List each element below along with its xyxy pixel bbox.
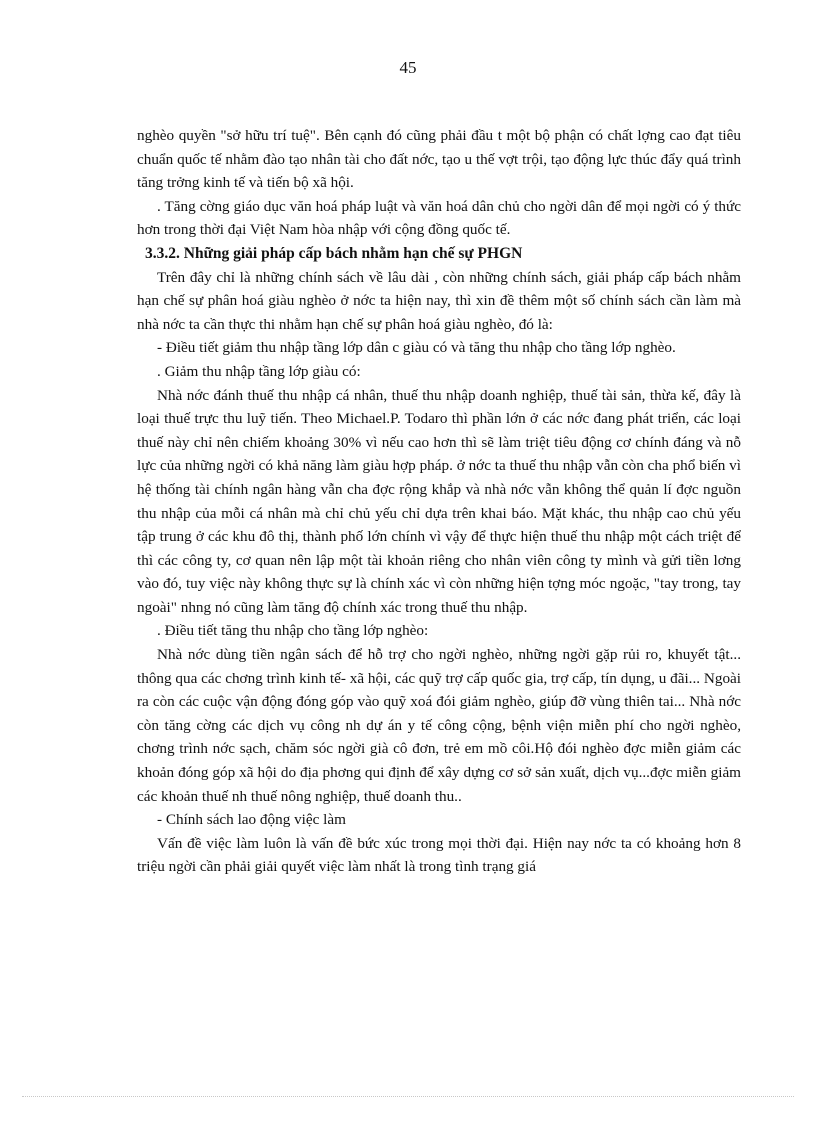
section-heading: 3.3.2. Những giải pháp cấp bách nhằm hạn chế sự PHGN <box>145 244 523 262</box>
paragraph: . Tăng cờng giáo dục văn hoá pháp luật và văn hoá dân chủ cho ngời dân để mọi ngời có ý thức hơn trong thời đại Việt Nam hòa nhập với cộng đồng quốc tế. <box>137 197 741 239</box>
page-bottom-divider <box>22 1096 794 1097</box>
paragraph: nghèo quyền "sở hữu trí tuệ". Bên cạnh đó cũng phải đầu t một bộ phận có chất lợng cao đạt tiêu chuẩn quốc tế nhằm đào tạo nhân tài cho đất nớc, tạo u thế vợt trội, tạo động lực thúc đẩy quá trình tăng trởng kinh tế và tiến bộ xã hội. <box>137 127 741 192</box>
paragraph: - Chính sách lao động việc làm <box>157 811 346 829</box>
paragraph: Nhà nớc đánh thuế thu nhập cá nhân, thuế thu nhập doanh nghiệp, thuế tài sản, thừa kế, đây là loại thuế trực thu luỹ tiến. Theo Michael.P. Todaro thì phần lớn ở các nớc đang phát triển, các loại thuế này chỉ nên chiếm khoảng 30% vì nếu cao hơn thì sẽ làm triệt tiêu động cơ chính đáng và nỗ lực của những ngời có khả năng làm giàu hợp pháp. ở nớc ta thuế thu nhập vẫn còn cha phổ biến vì hệ thống tài chính ngân hàng vẫn cha đợc rộng khắp và nhà nớc vẫn không thể quản lí đợc nguồn thu nhập của mỗi cá nhân mà chỉ chủ yếu chỉ dựa trên khai báo. Mặt khác, thu nhập cao chủ yếu tập trung ở các khu đô thị, thành phố lớn chính vì vậy để thực hiện thuế thu nhập một cách triệt để thì các công ty, cơ quan nên lập một tài khoản riêng cho nhân viên công ty mình và gửi tiền lơng vào đó, tuy việc này không thực sự là chính xác vì còn những hiện tợng móc ngoặc, "tay trong, tay ngoài" nhng nó cũng làm tăng độ chính xác trong thuế thu nhập. <box>137 386 741 616</box>
paragraph: Trên đây chỉ là những chính sách về lâu dài , còn những chính sách, giải pháp cấp bách nhằm hạn chế sự phân hoá giàu nghèo ở nớc ta hiện nay, thì xin đề thêm một số chính sách cần làm mà nhà nớc ta cần thực thi nhằm hạn chế sự phân hoá giàu nghèo, đó là: <box>137 268 741 333</box>
paragraph: . Giảm thu nhập tầng lớp giàu có: <box>157 362 361 380</box>
paragraph: Nhà nớc dùng tiền ngân sách để hỗ trợ cho ngời nghèo, những ngời gặp rủi ro, khuyết tật... thông qua các chơng trình kinh tế- xã hội, các quỹ trợ cấp quốc gia, trợ cấp, tín dụng, u đãi... Ngoài ra còn các cuộc vận động đóng góp vào quỹ xoá đói giảm nghèo, giúp đỡ vùng thiên tai... Nhà nớc còn tăng cờng các dịch vụ công nh dự án y tế công cộng, bệnh viện miễn phí cho ngời nghèo, chơng trình nớc sạch, chăm sóc ngời già cô đơn, trẻ em mồ côi.Hộ đói nghèo đợc miễn giảm các khoản đóng góp xã hội do địa phơng qui định để xây dựng cơ sở sản xuất, dịch vụ...đợc miễn giảm các khoản thuế nh thuế nông nghiệp, thuế doanh thu.. <box>137 646 741 805</box>
paragraph: . Điều tiết tăng thu nhập cho tầng lớp nghèo: <box>157 622 429 640</box>
paragraph: Vấn đề việc làm luôn là vấn đề bức xúc trong mọi thời đại. Hiện nay nớc ta có khoảng hơn 8 triệu ngời cần phải giải quyết việc làm nhất là trong tình trạng giá <box>137 834 741 876</box>
paragraph: - Điều tiết giảm thu nhập tầng lớp dân c giàu có và tăng thu nhập cho tầng lớp nghèo. <box>157 339 676 357</box>
page-number: 45 <box>399 58 417 77</box>
document-body <box>137 124 741 879</box>
